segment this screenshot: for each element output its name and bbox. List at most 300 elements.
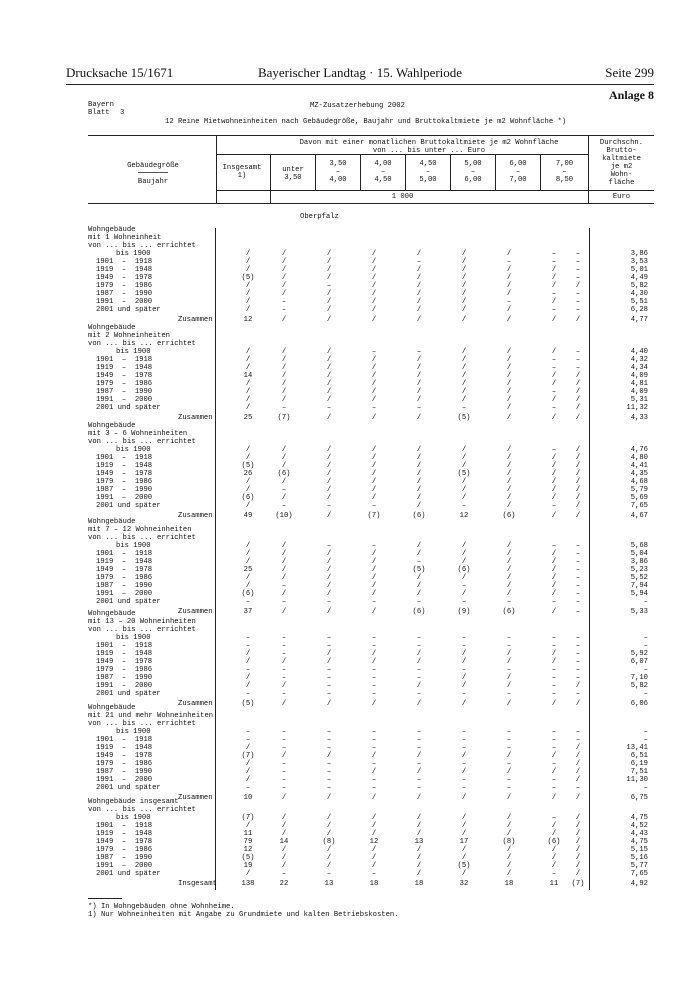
year-label: 1901 – 1918 (96, 642, 153, 650)
table-cell: / (245, 250, 251, 258)
year-label: 1991 – 2000 (96, 590, 153, 598)
year-label: 2001 und später (96, 784, 161, 792)
table-cell: – (575, 356, 581, 364)
table-cell: 5,92 (630, 650, 648, 658)
total-cell: 25 (243, 414, 253, 422)
table-cell: / (551, 830, 557, 838)
table-cell: – (416, 598, 422, 606)
table-cell: 6,07 (630, 658, 648, 666)
table-cell: / (281, 590, 287, 598)
table-cell: / (326, 574, 332, 582)
table-cell: 13,41 (626, 744, 648, 752)
total-cell: / (506, 700, 512, 708)
table-cell: / (575, 486, 581, 494)
table-cell: / (461, 830, 467, 838)
table-cell: / (416, 364, 422, 372)
total-label: Zusammen (178, 700, 213, 708)
table-cell: / (575, 502, 581, 510)
table-row (88, 274, 654, 282)
table-cell: / (575, 760, 581, 768)
year-label: 1949 – 1978 (96, 470, 153, 478)
year-label: 1987 – 1990 (96, 582, 153, 590)
table-cell: / (371, 306, 377, 314)
table-cell: – (245, 728, 251, 736)
total-cell: 18 (414, 880, 424, 888)
table-cell: / (326, 298, 332, 306)
table-cell: / (461, 282, 467, 290)
table-cell: 6,19 (630, 760, 648, 768)
total-cell: 49 (243, 512, 253, 520)
table-cell: / (551, 846, 557, 854)
table-cell: – (643, 598, 648, 606)
table-row (88, 598, 654, 606)
year-label: 1901 – 1918 (96, 550, 153, 558)
table-cell: / (245, 650, 251, 658)
table-cell: / (245, 760, 251, 768)
table-cell: / (506, 290, 512, 298)
table-cell: – (506, 776, 512, 784)
table-cell: / (551, 478, 557, 486)
table-cell: / (326, 814, 332, 822)
table-cell: / (326, 462, 332, 470)
table-cell: – (371, 728, 377, 736)
year-label: 2001 und später (96, 502, 161, 510)
group-label: Wohngebäude mit 21 und mehr Wohneinheiten von ... bis ... errichtet (88, 704, 214, 729)
col-construction-year: Baujahr (137, 178, 169, 186)
table-cell: – (575, 550, 581, 558)
table-cell: / (371, 396, 377, 404)
table-cell: 5,01 (630, 266, 648, 274)
table-cell: / (461, 542, 467, 550)
table-cell: – (461, 598, 467, 606)
table-cell: – (416, 736, 422, 744)
table-cell: – (371, 404, 377, 412)
year-label: 2001 und später (96, 870, 161, 878)
table-cell: – (371, 502, 377, 510)
table-cell: / (245, 298, 251, 306)
table-cell: – (326, 736, 332, 744)
table-cell: / (551, 454, 557, 462)
table-cell: – (326, 784, 332, 792)
table-cell: / (245, 658, 251, 666)
table-cell: – (326, 768, 332, 776)
table-cell: / (506, 846, 512, 854)
table-cell: / (551, 566, 557, 574)
table-cell: – (326, 502, 332, 510)
table-cell: / (281, 446, 287, 454)
table-cell: / (416, 814, 422, 822)
table-cell: / (551, 550, 557, 558)
table-cell: / (416, 446, 422, 454)
table-cell: – (326, 744, 332, 752)
table-cell: / (551, 274, 557, 282)
year-label: 1949 – 1978 (96, 658, 153, 666)
table-cell: / (416, 282, 422, 290)
table-cell: / (371, 250, 377, 258)
table-cell: / (416, 250, 422, 258)
year-label: bis 1900 (116, 250, 151, 258)
table-cell: / (326, 348, 332, 356)
table-cell: / (506, 380, 512, 388)
total-cell: / (575, 794, 581, 802)
table-cell: / (416, 846, 422, 854)
table-cell: – (551, 306, 557, 314)
year-label: bis 1900 (116, 728, 151, 736)
table-row (88, 446, 654, 454)
table-cell: / (461, 306, 467, 314)
year-label: 1949 – 1978 (96, 752, 153, 760)
table-cell: / (326, 478, 332, 486)
table-cell: / (416, 298, 422, 306)
table-cell: / (461, 494, 467, 502)
table-cell: / (575, 870, 581, 878)
table-cell: / (281, 752, 287, 760)
table-cell: 4,09 (630, 388, 648, 396)
table-cell: – (643, 666, 648, 674)
table-cell: – (506, 760, 512, 768)
table-cell: / (416, 590, 422, 598)
table-cell: – (575, 690, 581, 698)
group-label: Wohngebäude mit 13 – 20 Wohneinheiten von ... bis ... errichtet (88, 610, 196, 635)
col-total: Insgesamt 1) (222, 164, 262, 181)
table-cell: – (551, 388, 557, 396)
table-cell: / (575, 380, 581, 388)
year-label: bis 1900 (116, 542, 151, 550)
total-cell: / (326, 316, 332, 324)
table-cell: (6) (547, 838, 561, 846)
total-cell: / (506, 414, 512, 422)
total-cell: / (461, 794, 467, 802)
col-range-5-00-6-00: 5,00 – 6,00 (464, 160, 482, 185)
year-label: 1949 – 1978 (96, 838, 153, 846)
table-body (88, 226, 654, 894)
table-cell: / (281, 258, 287, 266)
table-cell: – (551, 404, 557, 412)
table-cell: / (245, 396, 251, 404)
table-cell: 4,75 (630, 814, 648, 822)
table-row (88, 372, 654, 380)
table-cell: – (575, 306, 581, 314)
table-row (88, 282, 654, 290)
table-cell: 11,32 (626, 404, 648, 412)
table-cell: 4,35 (630, 470, 648, 478)
total-cell: / (551, 512, 557, 520)
table-cell: / (326, 582, 332, 590)
table-cell: / (575, 854, 581, 862)
table-cell: / (461, 478, 467, 486)
total-cell: 18 (369, 880, 379, 888)
table-cell: / (506, 862, 512, 870)
table-cell: / (281, 364, 287, 372)
table-cell: – (575, 274, 581, 282)
table-cell: – (281, 674, 287, 682)
table-cell: – (506, 690, 512, 698)
table-cell: / (551, 470, 557, 478)
table-row (88, 356, 654, 364)
table-cell: / (281, 348, 287, 356)
table-cell: – (551, 642, 557, 650)
table-cell: 5,23 (630, 566, 648, 574)
table-cell: / (371, 356, 377, 364)
table-cell: 6,28 (630, 306, 648, 314)
table-cell: / (416, 574, 422, 582)
table-row (88, 728, 654, 736)
group-label: Wohngebäude mit 7 – 12 Wohneinheiten von ... bis ... errichtet (88, 518, 196, 543)
table-cell: / (551, 372, 557, 380)
table-cell: – (461, 642, 467, 650)
table-cell: / (461, 550, 467, 558)
table-cell: / (281, 830, 287, 838)
table-cell: – (506, 258, 512, 266)
table-cell: / (506, 274, 512, 282)
table-cell: / (326, 380, 332, 388)
table-cell: 11 (243, 830, 253, 838)
table-cell: – (371, 690, 377, 698)
table-row (88, 776, 654, 784)
table-cell: (5) (412, 566, 426, 574)
year-label: bis 1900 (116, 446, 151, 454)
table-cell: – (281, 634, 287, 642)
table-cell: / (575, 372, 581, 380)
table-cell: / (506, 306, 512, 314)
table-cell: / (575, 462, 581, 470)
table-cell: (6) (277, 470, 291, 478)
table-cell: – (326, 598, 332, 606)
table-cell: / (326, 470, 332, 478)
year-label: 1919 – 1948 (96, 266, 153, 274)
total-cell: / (326, 700, 332, 708)
table-cell: – (281, 404, 287, 412)
table-cell: / (326, 846, 332, 854)
total-cell: / (326, 794, 332, 802)
table-row (88, 870, 654, 878)
table-cell: – (551, 258, 557, 266)
table-cell: 79 (243, 838, 253, 846)
total-cell: / (575, 512, 581, 520)
table-cell: / (326, 752, 332, 760)
table-cell: / (245, 258, 251, 266)
table-row (88, 470, 654, 478)
table-cell: – (575, 634, 581, 642)
table-cell: / (326, 250, 332, 258)
table-cell: / (416, 380, 422, 388)
table-cell: – (551, 760, 557, 768)
table-cell: – (551, 682, 557, 690)
table-cell: – (575, 558, 581, 566)
total-cell: / (506, 794, 512, 802)
table-cell: / (371, 590, 377, 598)
table-cell: / (461, 250, 467, 258)
total-cell: 11 (549, 880, 559, 888)
table-cell: / (245, 290, 251, 298)
total-cell: / (551, 414, 557, 422)
table-row (88, 830, 654, 838)
table-cell: / (575, 768, 581, 776)
year-label: 1949 – 1978 (96, 274, 153, 282)
table-cell: – (551, 598, 557, 606)
year-label: 1901 – 1918 (96, 356, 153, 364)
table-cell: / (326, 486, 332, 494)
table-cell: / (575, 494, 581, 502)
state-label: Bayern (88, 101, 114, 109)
year-label: 1919 – 1948 (96, 650, 153, 658)
year-label: 2001 und später (96, 598, 161, 606)
total-cell: / (371, 794, 377, 802)
table-cell: / (416, 266, 422, 274)
table-cell: / (326, 862, 332, 870)
table-row (88, 814, 654, 822)
table-cell: / (575, 396, 581, 404)
table-cell: / (506, 542, 512, 550)
total-cell: (6) (412, 512, 426, 520)
table-cell: – (575, 582, 581, 590)
table-cell: 13 (414, 838, 424, 846)
table-cell: – (371, 682, 377, 690)
table-cell: / (371, 846, 377, 854)
table-cell: / (506, 752, 512, 760)
table-cell: – (416, 558, 422, 566)
col-rent-group-heading: Davon mit einer monatlichen Bruttokaltmiete je m2 Wohnfläche von ... bis unter ... Euro (299, 139, 559, 156)
table-cell: / (461, 590, 467, 598)
table-cell: – (551, 502, 557, 510)
table-cell: / (461, 650, 467, 658)
table-cell: – (326, 542, 332, 550)
table-cell: – (245, 784, 251, 792)
total-cell: / (551, 700, 557, 708)
total-cell: 10 (243, 794, 253, 802)
year-label: 1979 – 1986 (96, 666, 153, 674)
table-cell: (5) (241, 274, 255, 282)
total-cell: (7) (277, 414, 291, 422)
table-cell: – (326, 728, 332, 736)
table-cell: – (326, 674, 332, 682)
table-cell: – (371, 760, 377, 768)
table-cell: / (245, 768, 251, 776)
table-cell: – (281, 298, 287, 306)
table-cell: (6) (241, 590, 255, 598)
col-average-rent: Durchschn. Brutto- kaltmiete je m2 Wohn- fläche (599, 139, 644, 188)
table-cell: / (461, 454, 467, 462)
table-cell: (8) (502, 838, 516, 846)
unit-thousand: 1 000 (391, 193, 414, 201)
table-cell: – (506, 642, 512, 650)
table-cell: – (371, 744, 377, 752)
table-cell: – (281, 760, 287, 768)
year-label: 1979 – 1986 (96, 282, 153, 290)
table-cell: / (461, 822, 467, 830)
table-cell: – (281, 784, 287, 792)
table-cell: / (371, 752, 377, 760)
table-cell: / (371, 266, 377, 274)
table-cell: / (551, 396, 557, 404)
table-cell: / (506, 250, 512, 258)
table-cell: / (245, 674, 251, 682)
total-label: Zusammen (178, 316, 213, 324)
table-cell: – (575, 298, 581, 306)
table-cell: / (281, 282, 287, 290)
table-cell: / (416, 830, 422, 838)
table-row (88, 854, 654, 862)
table-cell: / (575, 776, 581, 784)
page-number: Seite 299 (605, 65, 654, 80)
table-cell: – (575, 650, 581, 658)
table-row (88, 566, 654, 574)
table-cell: – (575, 364, 581, 372)
table-cell: / (245, 582, 251, 590)
table-cell: – (416, 642, 422, 650)
table-cell: / (245, 478, 251, 486)
table-cell: / (506, 582, 512, 590)
table-cell: / (506, 682, 512, 690)
total-cell: / (575, 414, 581, 422)
total-cell: / (416, 700, 422, 708)
table-cell: – (506, 666, 512, 674)
table-cell: 5,31 (630, 396, 648, 404)
table-cell: / (326, 830, 332, 838)
table-cell: – (416, 690, 422, 698)
table-cell: / (506, 674, 512, 682)
table-cell: / (551, 658, 557, 666)
table-cell: / (245, 266, 251, 274)
table-cell: 4,80 (630, 454, 648, 462)
table-cell: / (416, 658, 422, 666)
year-label: 1901 – 1918 (96, 822, 153, 830)
table-cell: – (461, 690, 467, 698)
table-cell: 3,53 (630, 258, 648, 266)
table-cell: / (371, 388, 377, 396)
table-cell: – (461, 760, 467, 768)
table-cell: / (416, 502, 422, 510)
table-cell: (8) (322, 838, 336, 846)
table-cell: / (326, 266, 332, 274)
table-cell: / (371, 290, 377, 298)
table-cell: / (551, 494, 557, 502)
table-cell: / (461, 574, 467, 582)
table-row (88, 478, 654, 486)
total-cell: (7) (367, 512, 381, 520)
year-label: 1987 – 1990 (96, 388, 153, 396)
year-label: bis 1900 (116, 348, 151, 356)
table-cell: – (371, 642, 377, 650)
table-cell: – (416, 776, 422, 784)
table-row (88, 454, 654, 462)
table-cell: 4,76 (630, 446, 648, 454)
table-cell: (6) (241, 494, 255, 502)
table-cell: / (461, 752, 467, 760)
table-cell: / (245, 446, 251, 454)
table-cell: – (281, 690, 287, 698)
table-row (88, 690, 654, 698)
table-cell: 5,04 (630, 550, 648, 558)
table-cell: / (371, 494, 377, 502)
table-cell: / (506, 574, 512, 582)
table-cell: – (575, 566, 581, 574)
table-cell: / (416, 650, 422, 658)
year-label: 1987 – 1990 (96, 674, 153, 682)
table-cell: / (461, 348, 467, 356)
table-cell: 14 (279, 838, 289, 846)
table-cell: / (461, 814, 467, 822)
table-cell: – (281, 598, 287, 606)
table-cell: / (506, 822, 512, 830)
table-cell: / (416, 822, 422, 830)
table-cell: / (245, 356, 251, 364)
table-cell: / (506, 404, 512, 412)
total-cell: (6) (412, 608, 426, 616)
group-label: Wohngebäude insgesamt von ... bis ... errichtet (88, 798, 196, 815)
total-cell: / (326, 608, 332, 616)
year-label: bis 1900 (116, 814, 151, 822)
